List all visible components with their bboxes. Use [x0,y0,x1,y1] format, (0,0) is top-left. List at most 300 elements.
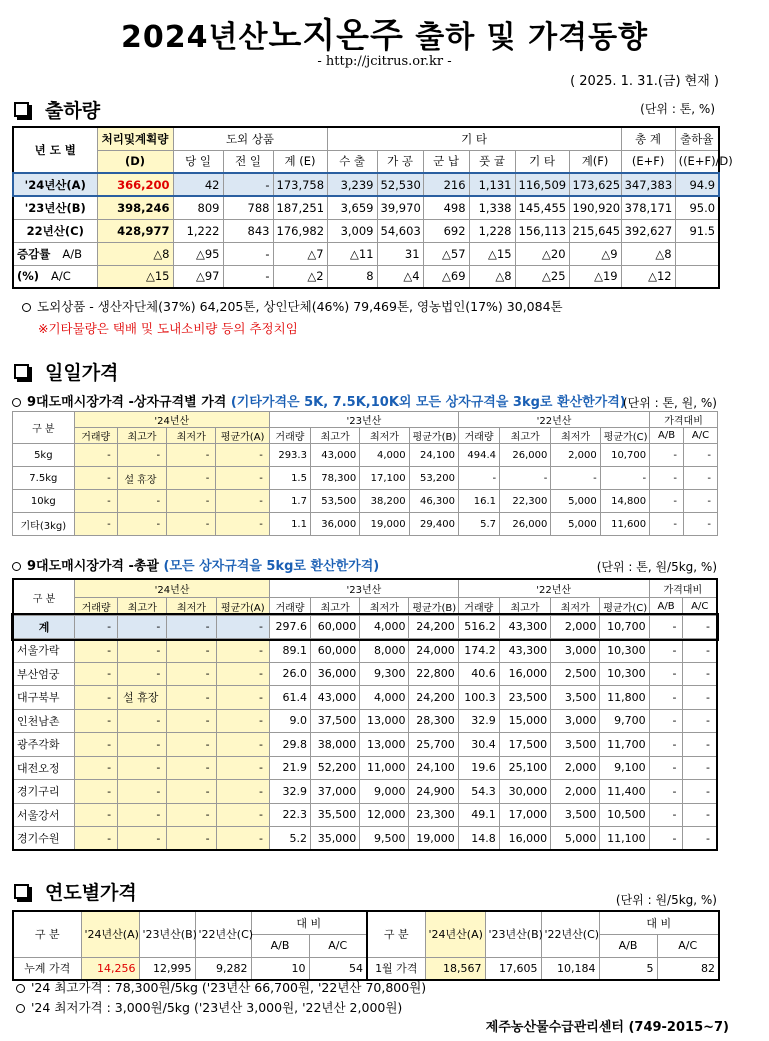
cell: - [649,733,683,757]
cell: △97 [173,265,223,288]
cell: 10,300 [600,639,649,663]
row-label: 계 [13,615,75,639]
cell: - [650,513,684,536]
row-label: 대전오정 [13,756,75,780]
col-23: '23년산(B) [139,911,195,957]
cell: 17,000 [499,803,550,827]
cell: 13,000 [360,733,409,757]
cell: 494.4 [458,444,499,467]
cell: 52,530 [377,173,423,196]
cell: 5 [599,957,657,980]
table-row [13,662,717,686]
cell: 17,605 [485,957,541,980]
cell: 14.8 [458,827,499,851]
cell: - [223,265,273,288]
cell: 54,603 [377,219,423,242]
cell: - [216,827,269,851]
cell: - [216,756,269,780]
cell: 5,000 [551,490,600,513]
cell: - [683,639,717,663]
cell: - [649,827,683,851]
cell: - [683,490,717,513]
sub-note: (모든 상자규격을 5kg로 환산한가격) [163,559,380,574]
section-title: 일일가격 [45,362,119,384]
sub-header: ((E+F)/D) [675,150,719,173]
cell: 26,000 [500,513,551,536]
cell: - [167,780,216,804]
row-label: 10kg [13,490,75,513]
cell: - [118,827,167,851]
cell: - [167,733,216,757]
unit-label: (단위 : 톤, 원, %) [622,396,717,410]
cell: - [167,467,216,490]
col-24: '24년산 [74,412,269,428]
cell: 31 [377,242,423,265]
sub-header: (E+F) [621,150,675,173]
cell: - [118,709,167,733]
cell: - [216,780,269,804]
cell: 22.3 [269,803,310,827]
cell: - [683,686,717,710]
col-header: 거래량 [74,428,117,444]
table-row [13,639,717,663]
cell: 35,500 [311,803,360,827]
cell: 24,200 [409,615,458,639]
cell: 366,200 [97,173,173,196]
table-row [13,219,719,242]
table-row [13,686,717,710]
cell: 11,000 [360,756,409,780]
col-plan-d: (D) [97,150,173,173]
cell: 91.5 [675,219,719,242]
cell: 43,000 [310,444,359,467]
cell: - [216,513,269,536]
section-title: 출하량 [45,100,101,122]
col-header: 거래량 [458,597,499,615]
cell: 10,500 [600,803,649,827]
cell: 3,009 [327,219,377,242]
cell: - [118,780,167,804]
cell: 174.2 [458,639,499,663]
cell: 26.0 [269,662,310,686]
cell: - [75,780,118,804]
cell: - [683,733,717,757]
cell: 216 [423,173,469,196]
cell: 16.1 [458,490,499,513]
title-suffix: 출하 및 가격동향 [415,20,649,55]
page-title [0,8,769,57]
cell: 692 [423,219,469,242]
cell: 145,455 [515,196,569,219]
cell: - [683,827,717,851]
cell: - [683,467,717,490]
daily-market-table [12,578,718,851]
cell: 설 휴장 [118,686,167,710]
cell: 11,800 [600,686,649,710]
cell: - [75,686,118,710]
col-cmp: 가격대비 [650,412,718,428]
cell: 3,500 [551,803,600,827]
cell: - [683,709,717,733]
col-header: 최고가 [310,428,359,444]
section-box-icon [14,102,29,117]
cell: △15 [97,265,173,288]
cell: 16,000 [499,662,550,686]
cell: 52,200 [311,756,360,780]
as-of-date: ( 2025. 1. 31.(금) 현재 ) [570,74,719,89]
cell: - [683,780,717,804]
col-header: 평균가(C) [600,597,649,615]
col-etc: 기 타 [327,127,621,150]
cell: - [649,662,683,686]
cell: △69 [423,265,469,288]
site-url[interactable]: - http://jcitrus.or.kr - [317,54,452,69]
cell: 215,645 [569,219,621,242]
row-label: '24년산(A) [13,173,97,196]
cell: - [118,803,167,827]
cell: 9,000 [360,780,409,804]
cell: △25 [515,265,569,288]
unit-label: (단위 : 원/5kg, %) [615,893,717,907]
cell: - [75,639,118,663]
sub-header: 풋 귤 [469,150,515,173]
table-row [13,196,719,219]
cell: 24,100 [409,756,458,780]
cell: 19,000 [409,827,458,851]
cell: 78,300 [310,467,359,490]
note-max [16,978,426,996]
col-header: 평균가(B) [409,597,458,615]
row-label: 22년산(C) [13,219,97,242]
cell: △57 [423,242,469,265]
daily-sub2 [12,555,379,574]
cell: 3,659 [327,196,377,219]
col-23: '23년산(B) [485,911,541,957]
col-header: 최고가 [500,428,551,444]
col-header: 평균가(B) [409,428,458,444]
cell: 11,100 [600,827,649,851]
cell: - [216,733,269,757]
sub-header: 계 (E) [273,150,327,173]
cell: 설 휴장 [117,467,166,490]
table-row [13,513,718,536]
cell: 19.6 [458,756,499,780]
cell: 38,200 [360,490,409,513]
sub-header: 군 납 [423,150,469,173]
cell: 13,000 [360,709,409,733]
cell: 293.3 [269,444,310,467]
table-row [13,265,719,288]
cell: - [74,513,117,536]
cell: - [216,639,269,663]
cell: 10,700 [600,444,649,467]
cell: 173,758 [273,173,327,196]
cell: 18,567 [425,957,485,980]
cell: 378,171 [621,196,675,219]
cell: △7 [273,242,327,265]
cell: - [118,639,167,663]
table-row [13,709,717,733]
col-header: 최저가 [360,428,409,444]
note-etc: ※기타물량은 택배 및 도내소비량 등의 추정치임 [38,321,298,336]
cell: 1,338 [469,196,515,219]
cell: 347,383 [621,173,675,196]
cell: - [118,662,167,686]
cell: - [167,686,216,710]
cell: 398,246 [97,196,173,219]
cell: 11,400 [600,780,649,804]
cell: - [167,444,216,467]
cell: 60,000 [311,639,360,663]
col-gubun: 구 분 [13,579,75,615]
cell: - [118,615,167,639]
cell: 176,982 [273,219,327,242]
cell: 10,184 [541,957,599,980]
cell: - [216,662,269,686]
cell: 19,000 [360,513,409,536]
cell: 24,900 [409,780,458,804]
row-label: 증감률 [17,246,51,261]
cell: 61.4 [269,686,310,710]
cell: 9,500 [360,827,409,851]
cell: △11 [327,242,377,265]
col-header: 평균가(C) [600,428,649,444]
cell: 25,100 [499,756,550,780]
cell: 42 [173,173,223,196]
cell: 21.9 [269,756,310,780]
cell: 37,000 [311,780,360,804]
col-header: 최저가 [167,428,216,444]
sub-note: (기타가격은 5K, 7.5K,10K외 모든 상자규격을 3kg로 환산한가격) [230,395,626,410]
col-gubun: 구 분 [13,412,75,444]
cell: 8,000 [360,639,409,663]
cell: - [649,803,683,827]
cell: △2 [273,265,327,288]
cell: - [75,803,118,827]
cell: - [216,615,269,639]
cell: - [650,444,684,467]
section-box-icon [14,884,29,899]
cell: - [683,615,717,639]
cell: △8 [469,265,515,288]
cell: - [117,490,166,513]
cell: 3,239 [327,173,377,196]
cell: 190,920 [569,196,621,219]
col-header: 평균가(A) [216,428,269,444]
col-22: '22년산(C) [195,911,251,957]
row-label: '23년산(B) [13,196,97,219]
bullet-icon [12,398,21,407]
cell: 516.2 [458,615,499,639]
cell: 3,500 [551,686,600,710]
cell: 297.6 [269,615,310,639]
cell: 788 [223,196,273,219]
cell: 39,970 [377,196,423,219]
table-row [13,957,719,980]
cell: 14,800 [600,490,649,513]
cell: 54.3 [458,780,499,804]
row-label: 부산엄궁 [13,662,75,686]
row-label: 인천남촌 [13,709,75,733]
cell: 116,509 [515,173,569,196]
cell: - [167,709,216,733]
col-header: 최저가 [360,597,409,615]
row-label: 서울강서 [13,803,75,827]
cell: 24,000 [409,639,458,663]
col-22: '22년산 [458,412,649,428]
cell: - [167,639,216,663]
table-row [13,242,719,265]
col-outside: 도외 상품 [173,127,327,150]
col-header: 최저가 [551,428,600,444]
sub-header: 기 타 [515,150,569,173]
cell: 94.9 [675,173,719,196]
cell: 1,131 [469,173,515,196]
cell: - [216,444,269,467]
col-header: 최고가 [311,597,360,615]
cell: - [117,444,166,467]
col-header: A/B [650,428,684,444]
cell: 26,000 [500,444,551,467]
table-row [13,467,718,490]
note-text: 도외상품 - 생산자단체(37%) 64,205톤, 상인단체(46%) 79,469톤, 영농법인(17%) 30,084톤 [37,299,563,314]
cell: △8 [621,242,675,265]
cell: 2,000 [551,444,600,467]
cell: 53,200 [409,467,458,490]
bullet-icon [22,303,31,312]
cell: 40.6 [458,662,499,686]
section-title: 연도별가격 [45,882,137,904]
daily-size-table [12,411,718,536]
bullet-icon [12,562,21,571]
cell: △19 [569,265,621,288]
cell: 60,000 [311,615,360,639]
cell: △8 [97,242,173,265]
cell: - [75,615,118,639]
cell: 5.7 [458,513,499,536]
col-24: '24년산(A) [81,911,139,957]
cell: - [649,709,683,733]
cell: 30.4 [458,733,499,757]
cell: 3,500 [551,733,600,757]
col-cmp: 가격대비 [649,579,717,597]
row-label: 기타(3kg) [13,513,75,536]
cell: 809 [173,196,223,219]
cell: 24,100 [409,444,458,467]
cell: 17,500 [499,733,550,757]
note-outside [22,297,563,315]
col-ac: A/C [309,934,367,957]
cell: - [74,467,117,490]
col-ac: A/C [657,934,719,957]
cell: - [216,709,269,733]
cell: - [118,733,167,757]
cell: 12,995 [139,957,195,980]
table-row [13,827,717,851]
col-header: A/C [683,597,717,615]
cell: - [683,803,717,827]
cell: 428,977 [97,219,173,242]
table-row [13,615,717,639]
cell: 10,300 [600,662,649,686]
cell: 1.1 [269,513,310,536]
cell: - [551,467,600,490]
cell: 2,000 [551,756,600,780]
title-prefix: 2024년산 [120,20,269,55]
cell: △15 [469,242,515,265]
cell: 9.0 [269,709,310,733]
cell: △12 [621,265,675,288]
col-gubun: 구 분 [13,911,81,957]
cell: - [683,662,717,686]
cell: 36,000 [310,513,359,536]
table-row [13,444,718,467]
cell: 43,000 [311,686,360,710]
cell: △4 [377,265,423,288]
cell: - [75,733,118,757]
cell: - [75,662,118,686]
cell: - [75,827,118,851]
col-24: '24년산(A) [425,911,485,957]
cell: 32.9 [458,709,499,733]
cell: 82 [657,957,719,980]
cell: - [223,173,273,196]
col-cmp: 대 비 [599,911,719,934]
cell: 32.9 [269,780,310,804]
table-row [13,490,718,513]
cell: 10,700 [600,615,649,639]
row-label: 7.5kg [13,467,75,490]
cell: 1,222 [173,219,223,242]
cell: △20 [515,242,569,265]
sub-title: 9대도매시장가격 -상자규격별 가격 [27,395,227,410]
cell: - [216,803,269,827]
cell: 43,300 [499,615,550,639]
cell: - [118,756,167,780]
cell: 89.1 [269,639,310,663]
cell: - [167,803,216,827]
cell: 8 [327,265,377,288]
row-label: 누계 가격 [13,957,81,980]
cell: - [649,639,683,663]
col-ab: A/B [251,934,309,957]
row-label: 경기수원 [13,827,75,851]
cell: - [216,686,269,710]
cell: 4,000 [360,615,409,639]
sub-header: 계(F) [569,150,621,173]
cell: 36,000 [311,662,360,686]
footer: 제주농산물수급관리센터 (749-2015~7) [485,1020,729,1035]
cell: 23,500 [499,686,550,710]
cell: - [167,513,216,536]
cell: 46,300 [409,490,458,513]
cell: 173,625 [569,173,621,196]
cell: 37,500 [311,709,360,733]
cell: △9 [569,242,621,265]
cell: 498 [423,196,469,219]
cell: - [216,490,269,513]
cell: - [223,242,273,265]
table-row [13,780,717,804]
cell: 16,000 [499,827,550,851]
cell: - [74,444,117,467]
cell: 2,000 [551,780,600,804]
sub-header: 가 공 [377,150,423,173]
cell: 43,300 [499,639,550,663]
cell: - [458,467,499,490]
col-gubun: 구 분 [367,911,425,957]
cell: - [650,490,684,513]
